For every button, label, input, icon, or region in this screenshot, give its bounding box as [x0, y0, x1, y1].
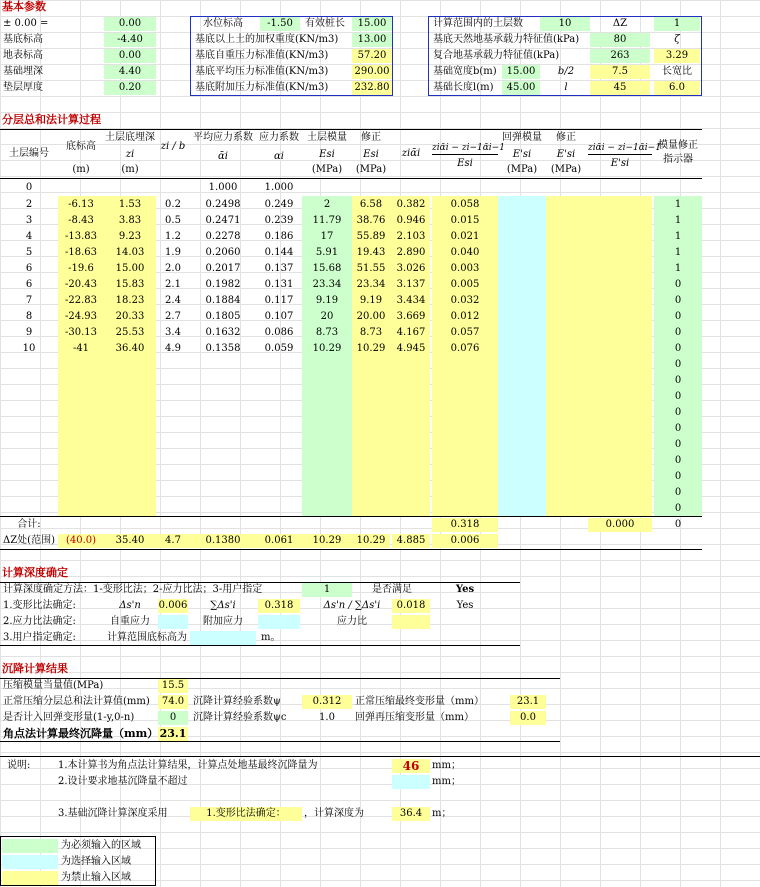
rebound-input[interactable]: 0	[158, 711, 188, 725]
col-indicator: 模量修正	[658, 140, 698, 151]
cell-indicator[interactable]: 0	[674, 327, 682, 338]
note-2-unit: mm；	[432, 776, 461, 787]
cell-indicator[interactable]: 0	[674, 359, 682, 370]
cell-ds: 0.076	[450, 343, 480, 354]
cell-ds: 0.057	[450, 327, 480, 338]
cell-es-fix: 55.89	[356, 231, 386, 242]
cell-za: 4.167	[396, 327, 426, 338]
cell-indicator[interactable]: 0	[674, 455, 682, 466]
cell-indicator[interactable]: 0	[674, 439, 682, 450]
col-alpha-bar: 平均应力系数	[193, 132, 253, 143]
col-es: 土层模量	[307, 132, 347, 143]
cell-es[interactable]: 2	[323, 199, 331, 210]
legend-label: 为选择输入区域	[61, 856, 131, 867]
cell-es[interactable]: 15.68	[312, 263, 342, 274]
dz-bottom: (40.0)	[58, 534, 104, 548]
col-alpha-bar-sym: ᾱi	[218, 151, 228, 162]
cell-es[interactable]: 8.73	[315, 327, 339, 338]
cell-bottom[interactable]: -22.83	[64, 295, 97, 306]
cell-bottom[interactable]: -13.83	[64, 231, 97, 242]
dz-label: ΔZ处(范围)	[3, 535, 55, 546]
cell-zb: 1.2	[165, 231, 181, 242]
delta-z-input[interactable]: 1	[654, 17, 700, 31]
cell-indicator[interactable]: 0	[674, 391, 682, 402]
m1-sym: Δs'n	[119, 600, 141, 611]
cell-depth[interactable]: 15.83	[115, 279, 145, 290]
corner-label: 角点法计算最终沉降量（mm）	[3, 727, 159, 740]
col-depth-sym: zi	[125, 149, 135, 160]
cell-depth[interactable]: 14.03	[115, 247, 145, 258]
load-param-value: 57.20	[352, 49, 392, 63]
cell-es[interactable]: 20	[320, 311, 334, 322]
col-depth: 土层底埋深	[105, 132, 155, 143]
psic-value: 1.0	[319, 712, 335, 723]
cell-alpha-bar: 0.1358	[205, 343, 241, 354]
cell-alpha-bar: 0.1982	[205, 279, 241, 290]
note-3-mid: ，计算深度为	[304, 808, 364, 819]
width-input[interactable]: 15.00	[502, 65, 540, 79]
m2-add: 附加应力	[203, 616, 243, 627]
cell-indicator[interactable]: 0	[674, 471, 682, 482]
cell-indicator[interactable]: 0	[674, 343, 682, 354]
m2-add-input[interactable]	[258, 615, 300, 629]
total-dr: 0.000	[588, 518, 652, 532]
total-ds: 0.318	[432, 518, 498, 532]
cell-alpha-bar: 0.2471	[205, 215, 241, 226]
col-indicator-2: 指示器	[663, 154, 693, 165]
zeta-symbol: ζ	[674, 34, 680, 45]
cell-es-fix: 6.58	[359, 199, 383, 210]
col-er: 回弹模量	[502, 132, 542, 143]
cell-bottom[interactable]: -19.6	[68, 263, 94, 274]
cell-indicator[interactable]: 0	[674, 407, 682, 418]
col-bottom: 底标高	[66, 141, 96, 152]
basic-param-label: 地表标高	[3, 50, 43, 61]
basic-param-label: 基础埋深	[3, 66, 43, 77]
cell-es-fix: 10.29	[356, 343, 386, 354]
dz-alpha-bar: 0.1380	[190, 534, 256, 548]
m2-self-input[interactable]	[158, 615, 188, 629]
basic-param-input[interactable]: 4.40	[104, 65, 156, 79]
aspect-ratio-label: 长宽比	[662, 66, 692, 77]
col-alpha-sym: αi	[274, 151, 284, 162]
basic-param-input[interactable]: -4.40	[104, 33, 156, 47]
dz-alpha: 0.061	[256, 534, 302, 548]
note-1-unit: mm；	[432, 760, 461, 771]
cell-depth[interactable]: 1.53	[118, 199, 142, 210]
cell-indicator[interactable]: 0	[674, 519, 682, 530]
cell-zb: 4.9	[165, 343, 181, 354]
cell-depth[interactable]: 25.53	[115, 327, 145, 338]
col-er-fix-sym: E'si	[556, 149, 576, 160]
half-length-value: 45	[590, 81, 650, 95]
legend-swatch	[2, 839, 58, 853]
cell-es[interactable]: 10.29	[312, 343, 342, 354]
col-ds: ziᾱi − zi−1ᾱi−1	[432, 143, 505, 153]
col-es-fix: 修正	[361, 132, 381, 143]
m3-text: 计算范围底标高为	[107, 632, 187, 643]
section-title-layers: 分层总和法计算过程	[2, 113, 101, 126]
cell-es[interactable]: 17	[320, 231, 334, 242]
cell-ds: 0.021	[450, 231, 480, 242]
notes-label: 说明:	[7, 760, 31, 771]
cell-depth[interactable]: 15.00	[115, 263, 145, 274]
cell-indicator[interactable]: 0	[674, 311, 682, 322]
cell-depth[interactable]: 9.23	[118, 231, 142, 242]
col-bottom-unit: (m)	[72, 164, 90, 175]
fak-label: 基底天然地基承载力特征值(kPa)	[433, 34, 580, 45]
cell-alpha-bar: 0.2060	[205, 247, 241, 258]
cell-za: 3.669	[396, 311, 426, 322]
aspect-ratio-value: 6.0	[654, 81, 700, 95]
basic-param-label: ± 0.00 =	[3, 18, 49, 29]
cell-es[interactable]: 23.34	[312, 279, 342, 290]
cell-indicator[interactable]: 0	[674, 375, 682, 386]
cell-indicator[interactable]: 1	[674, 247, 682, 258]
load-param-value[interactable]: 13.00	[352, 33, 392, 47]
cell-es-fix: 8.73	[359, 327, 383, 338]
band-es-fix	[352, 196, 430, 516]
m1-ok: Yes	[456, 600, 474, 611]
pile-length-label: 有效桩长	[305, 18, 345, 29]
row0-no: 0	[25, 182, 33, 193]
basic-param-label: 垫层厚度	[3, 82, 43, 93]
cell-ds: 0.058	[450, 199, 480, 210]
note-2-input[interactable]	[392, 775, 430, 789]
col-es-unit: (MPa)	[311, 164, 343, 175]
pile-length-input[interactable]: 15.00	[352, 17, 392, 31]
cell-es[interactable]: 5.91	[315, 247, 339, 258]
width-label: 基础宽度b(m)	[433, 66, 497, 77]
section-title-basic: 基本参数	[2, 0, 46, 13]
cell-depth[interactable]: 3.83	[118, 215, 142, 226]
cell-no: 5	[25, 247, 33, 258]
depth-method-input[interactable]: 1	[302, 583, 352, 597]
load-param-label: 基底自重压力标准值(KN/m3)	[195, 50, 329, 61]
cell-zb: 0.5	[165, 215, 181, 226]
m1-ratio: Δs'n / ∑Δs'i	[323, 600, 381, 611]
m2-label: 2.应力比法确定:	[3, 616, 76, 627]
cell-bottom[interactable]: -30.13	[64, 327, 97, 338]
psic-label: 沉降计算经验系数ψc	[193, 712, 287, 723]
es-eq-label: 压缩模量当量值(MPa)	[3, 680, 104, 691]
dz-es-fix: 10.29	[352, 534, 390, 548]
cell-ds: 0.003	[450, 263, 480, 274]
final-label: 正常压缩最终变形量（mm）	[355, 696, 484, 707]
layer-count-input[interactable]: 10	[540, 17, 590, 31]
basic-param-input[interactable]: 0.20	[104, 81, 156, 95]
cell-zb: 2.7	[165, 311, 181, 322]
cell-es-fix: 23.34	[356, 279, 386, 290]
section-title-result: 沉降计算结果	[2, 662, 68, 675]
cell-bottom[interactable]: -24.93	[64, 311, 97, 322]
cell-za: 3.026	[396, 263, 426, 274]
psi-label: 沉降计算经验系数ψ	[193, 696, 281, 707]
cell-za: 0.946	[396, 215, 426, 226]
cell-alpha: 0.249	[264, 199, 294, 210]
cell-ds: 0.005	[450, 279, 480, 290]
rebound-label: 是否计入回弹变形量(1-y,0-n)	[3, 712, 135, 723]
cell-zb: 3.4	[165, 327, 181, 338]
dz-za: 4.885	[392, 534, 430, 548]
cell-no: 2	[25, 199, 33, 210]
cell-za: 3.137	[396, 279, 426, 290]
legend-label: 为禁止输入区域	[61, 872, 131, 883]
section-title-depth: 计算深度确定	[2, 566, 68, 579]
cell-es-fix: 19.43	[356, 247, 386, 258]
cell-zb: 0.2	[165, 199, 181, 210]
m2-ratio-value	[392, 615, 430, 629]
cell-indicator[interactable]: 0	[674, 423, 682, 434]
cell-alpha: 0.117	[264, 295, 294, 306]
cell-es[interactable]: 11.79	[312, 215, 342, 226]
layer-count-label: 计算范围内的土层数	[433, 18, 523, 29]
cell-zb: 2.4	[165, 295, 181, 306]
cell-za: 0.382	[396, 199, 426, 210]
band-er-fix	[546, 196, 652, 516]
m2-ratio: 应力比	[337, 616, 367, 627]
half-width-label: b/2	[557, 66, 575, 77]
col-depth-unit: (m)	[121, 164, 139, 175]
s-value: 74.0	[158, 695, 188, 709]
basic-param-input[interactable]: 0.00	[104, 49, 156, 63]
cell-zb: 1.9	[165, 247, 181, 258]
cell-alpha: 0.144	[264, 247, 294, 258]
psi-value: 0.312	[302, 695, 352, 709]
m3-input[interactable]	[190, 631, 256, 645]
cell-indicator[interactable]: 0	[674, 295, 682, 306]
dz-zb: 4.7	[156, 534, 190, 548]
es-eq-value: 15.5	[158, 679, 188, 693]
band-indicator	[654, 196, 702, 516]
cell-alpha: 0.059	[264, 343, 294, 354]
water-level-label: 水位标高	[203, 18, 243, 29]
basic-param-input[interactable]: 0.00	[104, 17, 156, 31]
length-label: 基础长度l(m)	[433, 82, 494, 93]
cell-bottom[interactable]: -8.43	[68, 215, 94, 226]
cell-es-fix: 38.76	[356, 215, 386, 226]
water-level-input[interactable]: -1.50	[260, 17, 300, 31]
m2-self: 自重应力	[110, 616, 150, 627]
band-ds	[432, 196, 498, 516]
m1-label: 1.变形比法确定:	[3, 600, 76, 611]
cell-alpha: 0.131	[264, 279, 294, 290]
cell-alpha-bar: 0.2498	[205, 199, 241, 210]
col-dr-den: E'si	[610, 158, 630, 169]
cell-ds: 0.015	[450, 215, 480, 226]
length-symbol: l	[564, 82, 568, 93]
legend-swatch	[2, 855, 58, 869]
cell-alpha-bar: 0.1884	[205, 295, 241, 306]
cell-indicator[interactable]: 0	[674, 487, 682, 498]
col-er-unit: (MPa)	[506, 164, 538, 175]
s-label: 正常压缩分层总和法计算值(mm)	[3, 696, 150, 707]
col-alpha: 应力系数	[259, 132, 299, 143]
legend-label: 为必须输入的区域	[61, 840, 141, 851]
m3-unit: m。	[261, 632, 281, 643]
col-ds-den: Esi	[457, 158, 473, 169]
corner-value: 23.1	[159, 727, 187, 740]
cell-indicator[interactable]: 1	[674, 263, 682, 274]
m1-value: 0.006	[158, 600, 188, 611]
cell-no: 9	[25, 327, 33, 338]
cell-bottom[interactable]: -20.43	[64, 279, 97, 290]
row0-alpha-bar: 1.000	[208, 182, 238, 193]
cell-es-fix: 51.55	[356, 263, 386, 274]
dz-depth: 35.40	[104, 534, 156, 548]
load-param-label: 基底平均压力标准值(KN/m3)	[195, 66, 329, 77]
basic-param-label: 基底标高	[3, 34, 43, 45]
delta-z-label: ΔZ	[612, 18, 628, 29]
row0-alpha: 1.000	[264, 182, 294, 193]
cell-depth[interactable]: 36.40	[115, 343, 145, 354]
note-3-method: 1.变形比法确定：	[190, 807, 302, 821]
depth-ok-label: 是否满足	[372, 584, 412, 595]
notes-divider	[0, 756, 760, 757]
load-param-label: 基底附加压力标准值(KN/m3)	[195, 82, 329, 93]
cell-no: 10	[22, 343, 36, 354]
band-bottom-depth	[58, 196, 156, 516]
cell-es[interactable]: 9.19	[315, 295, 339, 306]
note-1-value: 46	[392, 759, 430, 773]
cell-ds: 0.012	[450, 311, 480, 322]
cell-alpha-bar: 0.2278	[205, 231, 241, 242]
legend-swatch	[2, 871, 58, 885]
cell-depth[interactable]: 18.23	[115, 295, 145, 306]
cell-no: 8	[25, 311, 33, 322]
col-es-fix-sym: Esi	[363, 149, 379, 160]
total-label: 合计:	[17, 519, 41, 530]
load-param-label: 基底以上土的加权重度(KN/m3)	[195, 34, 339, 45]
cell-ds: 0.032	[450, 295, 480, 306]
col-er-sym: E'si	[512, 149, 532, 160]
cell-za: 2.103	[396, 231, 426, 242]
cell-indicator[interactable]: 1	[674, 215, 682, 226]
cell-ds: 0.040	[450, 247, 480, 258]
cell-alpha-bar: 0.1632	[205, 327, 241, 338]
note-3: 3.基础沉降计算深度采用	[58, 808, 168, 819]
depth-method-label: 计算深度确定方法：1-变形比法；2-应力比法；3-用户指定	[3, 584, 263, 595]
note-1: 1.本计算书为角点法计算结果，计算点处地基最终沉降量为	[58, 760, 318, 771]
fspk-input[interactable]: 263	[590, 49, 650, 63]
note-3-unit: m；	[432, 808, 452, 819]
col-es-fix-unit: (MPa)	[355, 164, 387, 175]
zeta-value: 3.29	[654, 49, 700, 63]
col-dr: ziᾱi − zi−1ᾱi−1	[588, 143, 661, 153]
cell-alpha-bar: 0.2017	[205, 263, 241, 274]
cell-za: 3.434	[396, 295, 426, 306]
cell-no: 4	[25, 231, 33, 242]
rebound-def-value: 0.0	[510, 711, 546, 725]
cell-indicator[interactable]: 1	[674, 231, 682, 242]
dz-es: 10.29	[302, 534, 352, 548]
cell-no: 6	[25, 263, 33, 274]
cell-alpha: 0.137	[264, 263, 294, 274]
fspk-label: 复合地基承载力特征值(kPa)	[433, 50, 560, 61]
col-er-fix-unit: (MPa)	[550, 164, 582, 175]
m1-sum: ∑Δs'i	[210, 600, 236, 611]
col-layer-no: 土层编号	[9, 148, 49, 159]
cell-bottom[interactable]: -41	[72, 343, 90, 354]
m3-label: 3.用户指定确定:	[3, 632, 76, 643]
cell-no: 7	[25, 295, 33, 306]
cell-es-fix: 20.00	[356, 311, 386, 322]
cell-alpha: 0.107	[264, 311, 294, 322]
half-width-value: 7.5	[590, 65, 650, 79]
note-3-value: 36.4	[392, 807, 430, 821]
rebound-def-label: 回弹再压缩变形量（mm）	[355, 712, 474, 723]
note-2: 2.设计要求地基沉降量不超过	[58, 776, 188, 787]
cell-indicator[interactable]: 1	[674, 199, 682, 210]
cell-no: 3	[25, 215, 33, 226]
cell-indicator[interactable]: 0	[674, 503, 682, 514]
col-es-sym: Esi	[319, 149, 335, 160]
cell-alpha: 0.186	[264, 231, 294, 242]
cell-bottom[interactable]: -6.13	[68, 199, 94, 210]
dz-ds: 0.006	[432, 534, 498, 548]
cell-depth[interactable]: 20.33	[115, 311, 145, 322]
length-input[interactable]: 45.00	[502, 81, 540, 95]
cell-za: 2.890	[396, 247, 426, 258]
load-param-value: 232.80	[352, 81, 392, 95]
cell-alpha-bar: 0.1805	[205, 311, 241, 322]
col-er-fix: 修正	[556, 132, 576, 143]
col-za: ziᾱi	[401, 148, 421, 159]
cell-alpha: 0.086	[264, 327, 294, 338]
m1-ratio-value: 0.018	[392, 599, 430, 613]
cell-zb: 2.1	[165, 279, 181, 290]
final-value: 23.1	[510, 695, 546, 709]
cell-za: 4.945	[396, 343, 426, 354]
cell-zb: 2.0	[165, 263, 181, 274]
fak-input[interactable]: 80	[590, 33, 650, 47]
cell-es-fix: 9.19	[359, 295, 383, 306]
cell-indicator[interactable]: 0	[674, 279, 682, 290]
load-param-value: 290.00	[352, 65, 392, 79]
band-er	[498, 196, 546, 516]
col-zb: zi / b	[160, 141, 186, 152]
depth-ok-value: Yes	[455, 584, 475, 595]
cell-alpha: 0.239	[264, 215, 294, 226]
band-es	[302, 196, 352, 516]
cell-no: 6	[25, 279, 33, 290]
cell-bottom[interactable]: -18.63	[64, 247, 97, 258]
m1-sum-value: 0.318	[258, 599, 300, 613]
